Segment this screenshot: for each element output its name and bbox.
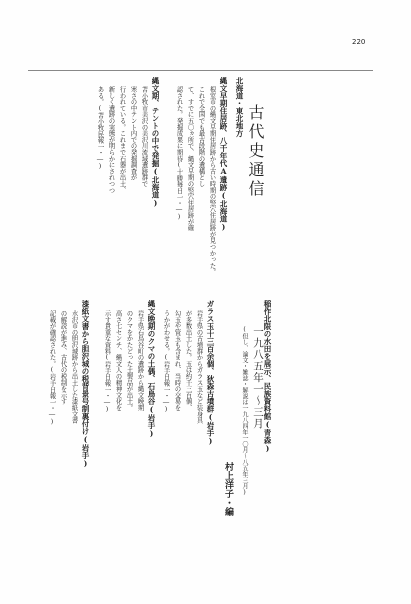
article-text: 寒さの中テント内での発掘調査が [129, 86, 137, 181]
article-text: て、すでに五〇ヵ所で、縄文早期の竪穴住居跡が確 [186, 86, 194, 231]
article-heading: 縄文早期住居跡、八千年代A遺跡(北海道) [219, 77, 228, 232]
article-text: 水沢市の胆沢城跡から出土した漆紙文書 [70, 310, 78, 424]
page-number: 220 [352, 38, 366, 46]
article-text: うかがわせる。(岩手日報一・―) [162, 310, 170, 413]
article-text: 岩手県石鳥谷町の遺跡から縄文晩期 [136, 310, 144, 411]
article-text: 認された。発掘成果に期待(十勝毎日一・―) [175, 86, 183, 221]
article-text: 行われている。これまで石器が出土、 [118, 86, 126, 194]
article-text: 示す貴重な資料(岩手日報一・―) [103, 310, 111, 413]
article-text: のクマをかたどった土製品が出土。 [125, 310, 133, 411]
article-text: 新しく遺跡の実態が明らかにされつつ [107, 86, 115, 194]
article-text: 岩手県の古墳群からガラス玉など装身具 [195, 310, 203, 424]
editor-credit: 村上洋子・編 [223, 462, 233, 516]
article-text: これで全国でも最古段階の遺構とし [197, 86, 205, 187]
article-heading: 縄文晩期のクマの土偶、石鳥谷(岩手) [147, 300, 156, 438]
article-text: 勾玉や管玉も含まれ、当時の交易を [173, 310, 181, 411]
article-text: ある。(苫小牧民報一・―) [96, 86, 104, 170]
article-heading: 稲作北限の水田を展示、民族資料館(青森) [263, 300, 272, 453]
series-title: 古代史通信 [246, 104, 265, 199]
date-note: (但し、論文・雑誌・解説は一九八四年一〇月〜八五年三月) [241, 326, 248, 496]
article-heading: ガラス玉十三百余個、狄森古墳群(岩手) [206, 300, 215, 446]
top-rule [28, 70, 373, 71]
article-text: の解読が進み、古代の税制を示す [59, 310, 67, 405]
article-heading: 漆紙文書から胆沢城の税背景号制裏付け(岩手) [81, 300, 90, 468]
article-text: が多数出土した。玉は約千三百個、 [184, 310, 192, 411]
date-range: 一九八五年一〜三月 [252, 326, 264, 430]
region-heading: 北海道・東北地方 [235, 77, 244, 137]
article-text: 高さ七センチ、縄文人の精神文化を [114, 310, 122, 411]
article-heading: 縄文期、テントの中で発掘(北海道) [151, 77, 160, 208]
article-text: 記載が確認された。(岩手日報一・―) [48, 310, 56, 426]
article-text: 苫小牧市美沢の美沢川流域遺跡群で [140, 86, 148, 187]
article-text: 根室市の縄文早期住居跡から古い時期の竪穴住居跡が見つかった。 [208, 86, 216, 275]
